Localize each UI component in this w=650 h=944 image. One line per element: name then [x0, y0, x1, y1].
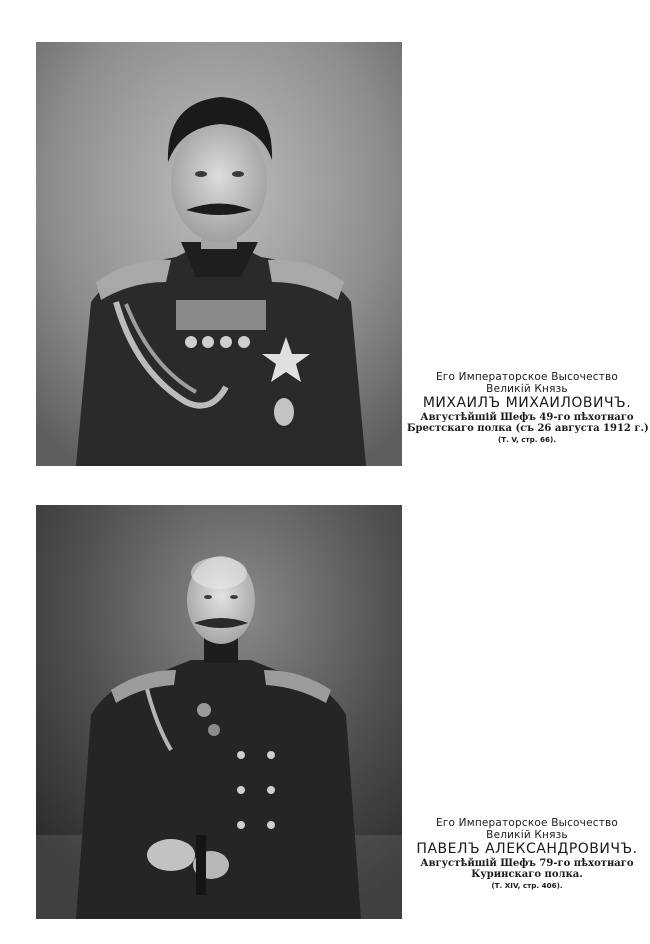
caption-title: Его Императорское Высочество — [435, 371, 619, 383]
caption-reference: (Т. XIV, стр. 406). — [491, 881, 563, 891]
caption-role: Куринскаго полка. — [471, 869, 583, 881]
caption-mikhail — [407, 372, 647, 444]
caption-name: ПАВЕЛЪ АЛЕКСАНДРОВИЧЪ. — [416, 841, 638, 858]
caption-role: Августѣйшій Шефъ 49-го пѣхотнаго — [420, 412, 634, 424]
caption-reference: (Т. V, стр. 66). — [497, 435, 557, 445]
caption-name: МИХАИЛЪ МИХАИЛОВИЧЪ. — [422, 395, 632, 412]
caption-role: Брестскаго полка (съ 26 августа 1912 г.) — [407, 423, 649, 435]
caption-title: Великій Князь — [486, 828, 568, 841]
caption-title: Великій Князь — [486, 382, 568, 395]
portrait-photo-pavel — [36, 505, 402, 919]
portrait-image — [36, 505, 402, 919]
caption-role: Августѣйшій Шефъ 79-го пѣхотнаго — [420, 858, 634, 870]
portrait-photo-mikhail — [36, 42, 402, 466]
portrait-image — [36, 42, 402, 466]
caption-pavel — [407, 818, 647, 890]
caption-title: Его Императорское Высочество — [435, 817, 619, 829]
